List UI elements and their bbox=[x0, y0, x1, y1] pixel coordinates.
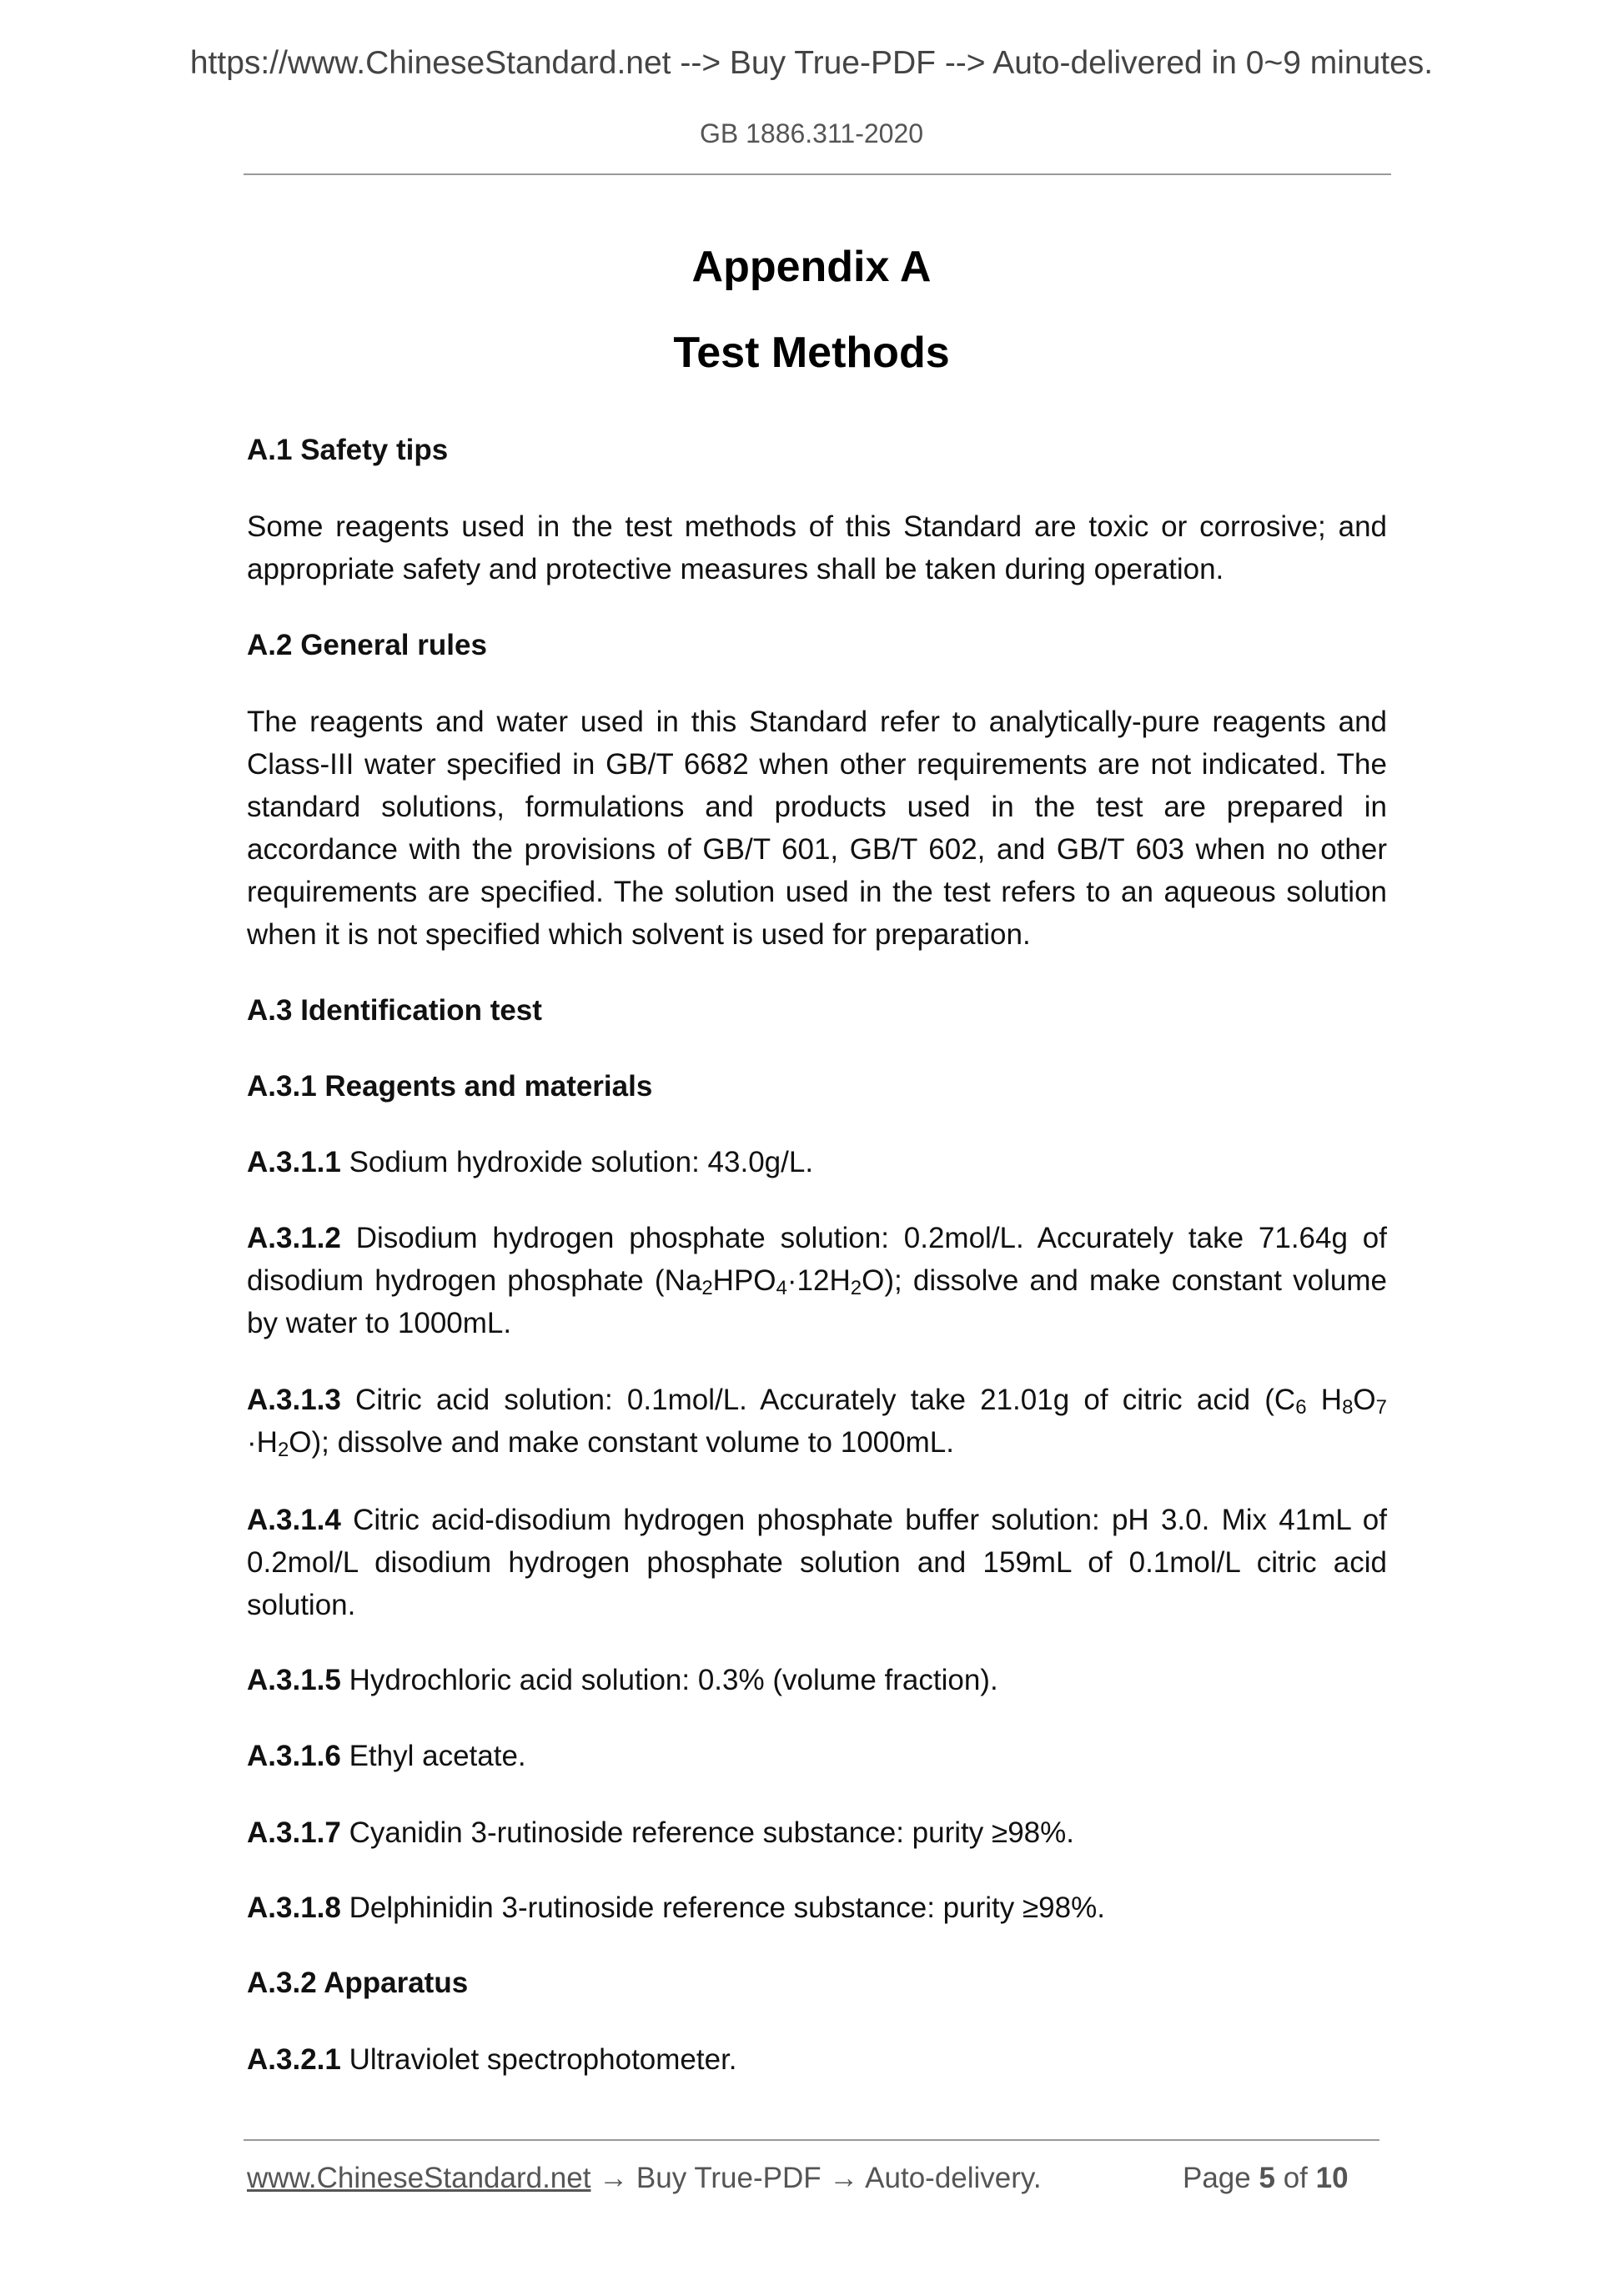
text-run: Citric acid-disodium hydrogen phosphate buffer solution: pH 3.0. Mix 41mL of 0.2mol/L disodium hydrogen phosphate solution and 159mL of 0.1mol/L citric acid solution. bbox=[247, 1504, 1387, 1621]
page-total: 10 bbox=[1315, 2162, 1349, 2194]
clause-number: A.3.2.1 bbox=[247, 2043, 341, 2076]
paragraph bbox=[247, 1659, 1387, 1701]
page-indicator bbox=[1183, 2162, 1349, 2195]
paragraph bbox=[247, 701, 1387, 956]
clause-number: A.3.1.8 bbox=[247, 1892, 341, 1924]
page-label: Page bbox=[1183, 2162, 1251, 2194]
clause-number: A.3.1.6 bbox=[247, 1740, 341, 1772]
text-run: ·H bbox=[247, 1426, 278, 1459]
subscript: 8 bbox=[1342, 1396, 1354, 1419]
clause-number: A.3.2 Apparatus bbox=[247, 1967, 469, 1999]
text-run: O bbox=[1353, 1384, 1376, 1416]
clause-number: A.3.1.2 bbox=[247, 1222, 341, 1254]
paragraph bbox=[247, 1735, 1387, 1777]
footer-divider bbox=[244, 2139, 1379, 2141]
subscript: 7 bbox=[1375, 1396, 1388, 1419]
clause-number: A.3.1 Reagents and materials bbox=[247, 1070, 653, 1103]
subscript: 6 bbox=[1295, 1396, 1307, 1419]
paragraph bbox=[247, 1217, 1387, 1344]
paragraph bbox=[247, 1887, 1387, 1929]
standard-code: GB 1886.311-2020 bbox=[699, 118, 924, 148]
text-run: H bbox=[1306, 1384, 1343, 1416]
text-run: HPO bbox=[712, 1264, 776, 1297]
footer-tagline: → Buy True-PDF → Auto-delivery. bbox=[590, 2162, 1042, 2194]
appendix-title: Appendix A bbox=[691, 243, 932, 291]
footer-left bbox=[247, 2162, 1042, 2195]
text-run: Ultraviolet spectrophotometer. bbox=[340, 2043, 737, 2076]
subscript: 2 bbox=[850, 1277, 862, 1299]
paragraph bbox=[247, 505, 1387, 590]
paragraph bbox=[247, 1379, 1387, 1464]
clause-number: A.3.1.7 bbox=[247, 1816, 341, 1849]
clause-number: A.3.1.4 bbox=[247, 1504, 341, 1536]
paragraph bbox=[247, 1811, 1387, 1854]
header-banner: https://www.ChineseStandard.net --> Buy True-PDF --> Auto-delivered in 0~9 minutes. bbox=[189, 45, 1434, 81]
paragraph bbox=[247, 1141, 1387, 1183]
text-run: O); dissolve and make constant volume by water to 1000mL. bbox=[247, 1264, 1387, 1339]
text-run: Citric acid solution: 0.1mol/L. Accurately take 21.01g of citric acid (C bbox=[340, 1384, 1296, 1416]
text-run: Some reagents used in the test methods of this Standard are toxic or corrosive; and appropriate safety and protective measures shall be taken during operation. bbox=[247, 510, 1387, 585]
page-current: 5 bbox=[1259, 2162, 1275, 2194]
section-heading bbox=[247, 624, 1387, 666]
section-heading bbox=[247, 1962, 1387, 2004]
paragraph bbox=[247, 2038, 1387, 2081]
text-run: Cyanidin 3-rutinoside reference substance: purity ≥98%. bbox=[340, 1816, 1074, 1849]
clause-number: A.2 General rules bbox=[247, 629, 487, 661]
section-title: Test Methods bbox=[673, 329, 950, 377]
text-run: Disodium hydrogen phosphate solution: 0.2mol/L. Accurately take 71.64g of disodium hydrogen phosphate (Na bbox=[247, 1222, 1387, 1297]
section-heading bbox=[247, 429, 1387, 471]
of-label: of bbox=[1283, 2162, 1308, 2194]
clause-number: A.3.1.1 bbox=[247, 1146, 341, 1178]
paragraph bbox=[247, 1499, 1387, 1626]
section-heading bbox=[247, 1065, 1387, 1108]
subscript: 2 bbox=[701, 1277, 713, 1299]
text-run: Ethyl acetate. bbox=[340, 1740, 526, 1772]
header-divider bbox=[244, 173, 1391, 175]
text-run: The reagents and water used in this Standard refer to analytically-pure reagents and Class-III water specified in GB/T 6682 when other requirements are not indicated. The standard solutions, formulations and products used in the test are prepared in accordance with the provisions of GB/T 601, GB/T 602, and GB/T 603 when no other requirements are specified. The solution used in the test refers to an aqueous solution when it is not specified which solvent is used for preparation. bbox=[247, 706, 1387, 951]
footer-site-link[interactable]: www.ChineseStandard.net bbox=[247, 2162, 591, 2194]
text-run: Hydrochloric acid solution: 0.3% (volume fraction). bbox=[340, 1664, 998, 1696]
subscript: 4 bbox=[776, 1277, 787, 1299]
text-run: Sodium hydroxide solution: 43.0g/L. bbox=[340, 1146, 814, 1178]
text-run: O); dissolve and make constant volume to 1000mL. bbox=[289, 1426, 954, 1459]
text-run: Delphinidin 3-rutinoside reference substance: purity ≥98%. bbox=[340, 1892, 1105, 1924]
section-heading bbox=[247, 989, 1387, 1032]
clause-number: A.3.1.3 bbox=[247, 1384, 341, 1416]
clause-number: A.3.1.5 bbox=[247, 1664, 341, 1696]
text-run: ·12H bbox=[786, 1264, 851, 1297]
clause-number: A.1 Safety tips bbox=[247, 434, 449, 466]
subscript: 2 bbox=[277, 1439, 289, 1461]
clause-number: A.3 Identification test bbox=[247, 994, 542, 1027]
